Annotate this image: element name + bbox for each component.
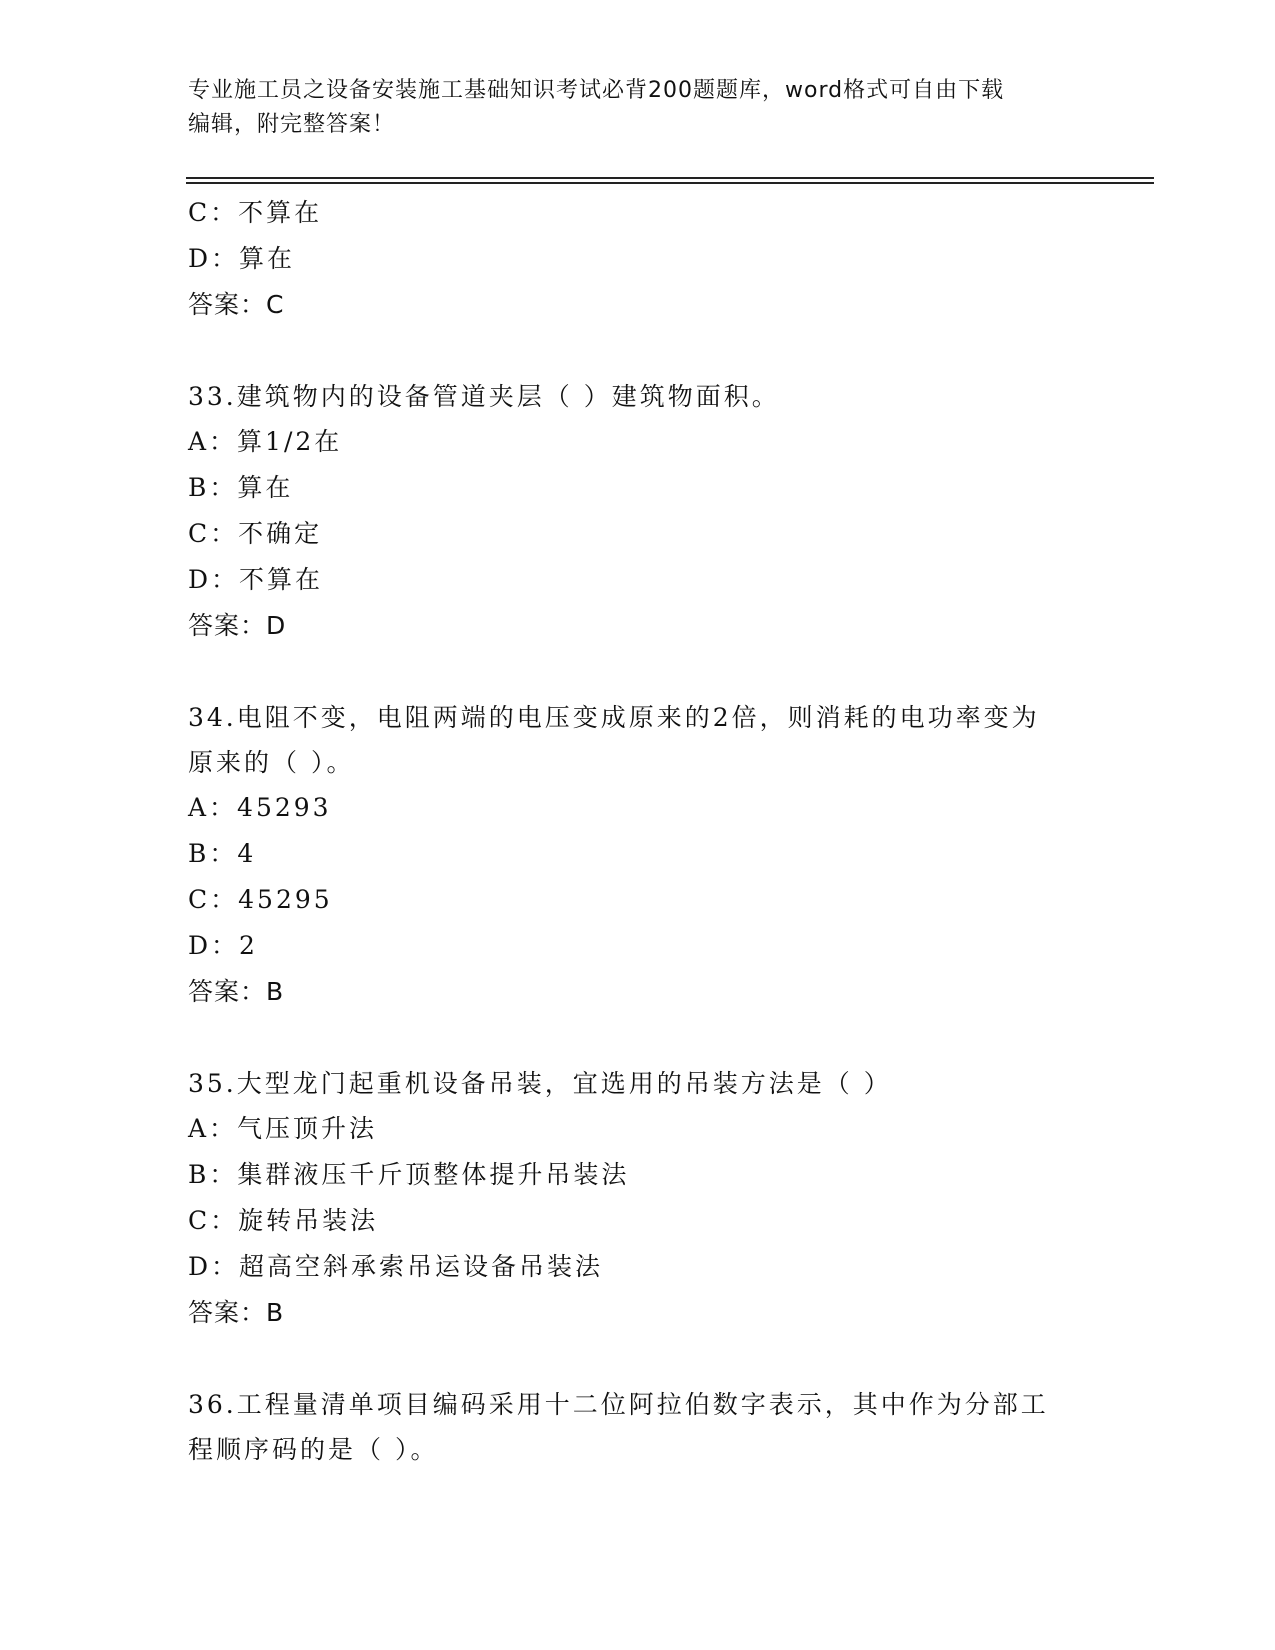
- option-b: B：算在: [188, 473, 294, 502]
- spacer: [188, 649, 1088, 695]
- option-c: C：不算在: [188, 198, 323, 227]
- option-b: B：4: [188, 839, 257, 868]
- option-c: C：旋转吊装法: [188, 1206, 379, 1235]
- question-stem-line-1: 34.电阻不变，电阻两端的电压变成原来的2倍，则消耗的电功率变为: [188, 703, 1040, 732]
- spacer: [188, 1015, 1088, 1061]
- option-d: D：超高空斜承索吊运设备吊装法: [188, 1252, 604, 1281]
- option-d: D：算在: [188, 244, 296, 273]
- answer-line: 答案：B: [188, 1298, 285, 1327]
- question-34: [188, 695, 1088, 1015]
- option-c: C：45295: [188, 885, 333, 914]
- header-title-line-1: 专业施工员之设备安装施工基础知识考试必背200题题库，word格式可自由下载: [188, 78, 1005, 103]
- answer-line: 答案：B: [188, 977, 285, 1006]
- option-c: C：不确定: [188, 519, 323, 548]
- header-title-line-2: 编辑，附完整答案！: [188, 112, 396, 137]
- spacer: [188, 1336, 1088, 1382]
- question-35: [188, 1061, 1088, 1336]
- question-stem: 35.大型龙门起重机设备吊装，宜选用的吊装方法是（ ）: [188, 1069, 892, 1098]
- option-a: A：算1/2在: [188, 427, 343, 456]
- option-a: A：45293: [188, 793, 332, 822]
- answer-line: 答案：C: [188, 290, 285, 319]
- option-a: A：气压顶升法: [188, 1114, 378, 1143]
- spacer: [188, 328, 1088, 374]
- option-d: D：2: [188, 931, 258, 960]
- question-list: [188, 190, 1088, 1472]
- page-header: [188, 74, 1088, 142]
- question-stem-line-2: 程顺序码的是（ ）。: [188, 1435, 439, 1464]
- header-divider-bottom: [186, 182, 1154, 184]
- answer-line: 答案：D: [188, 611, 287, 640]
- option-d: D：不算在: [188, 565, 324, 594]
- question-stem-line-2: 原来的（ ）。: [188, 748, 355, 777]
- question-33: [188, 374, 1088, 649]
- option-b: B：集群液压千斤顶整体提升吊装法: [188, 1160, 630, 1189]
- question-stem: 33.建筑物内的设备管道夹层（ ）建筑物面积。: [188, 382, 780, 411]
- question-stem-line-1: 36.工程量清单项目编码采用十二位阿拉伯数字表示，其中作为分部工: [188, 1390, 1049, 1419]
- header-divider-top: [186, 177, 1154, 179]
- question-32-continued: [188, 190, 1088, 328]
- question-36: [188, 1382, 1088, 1472]
